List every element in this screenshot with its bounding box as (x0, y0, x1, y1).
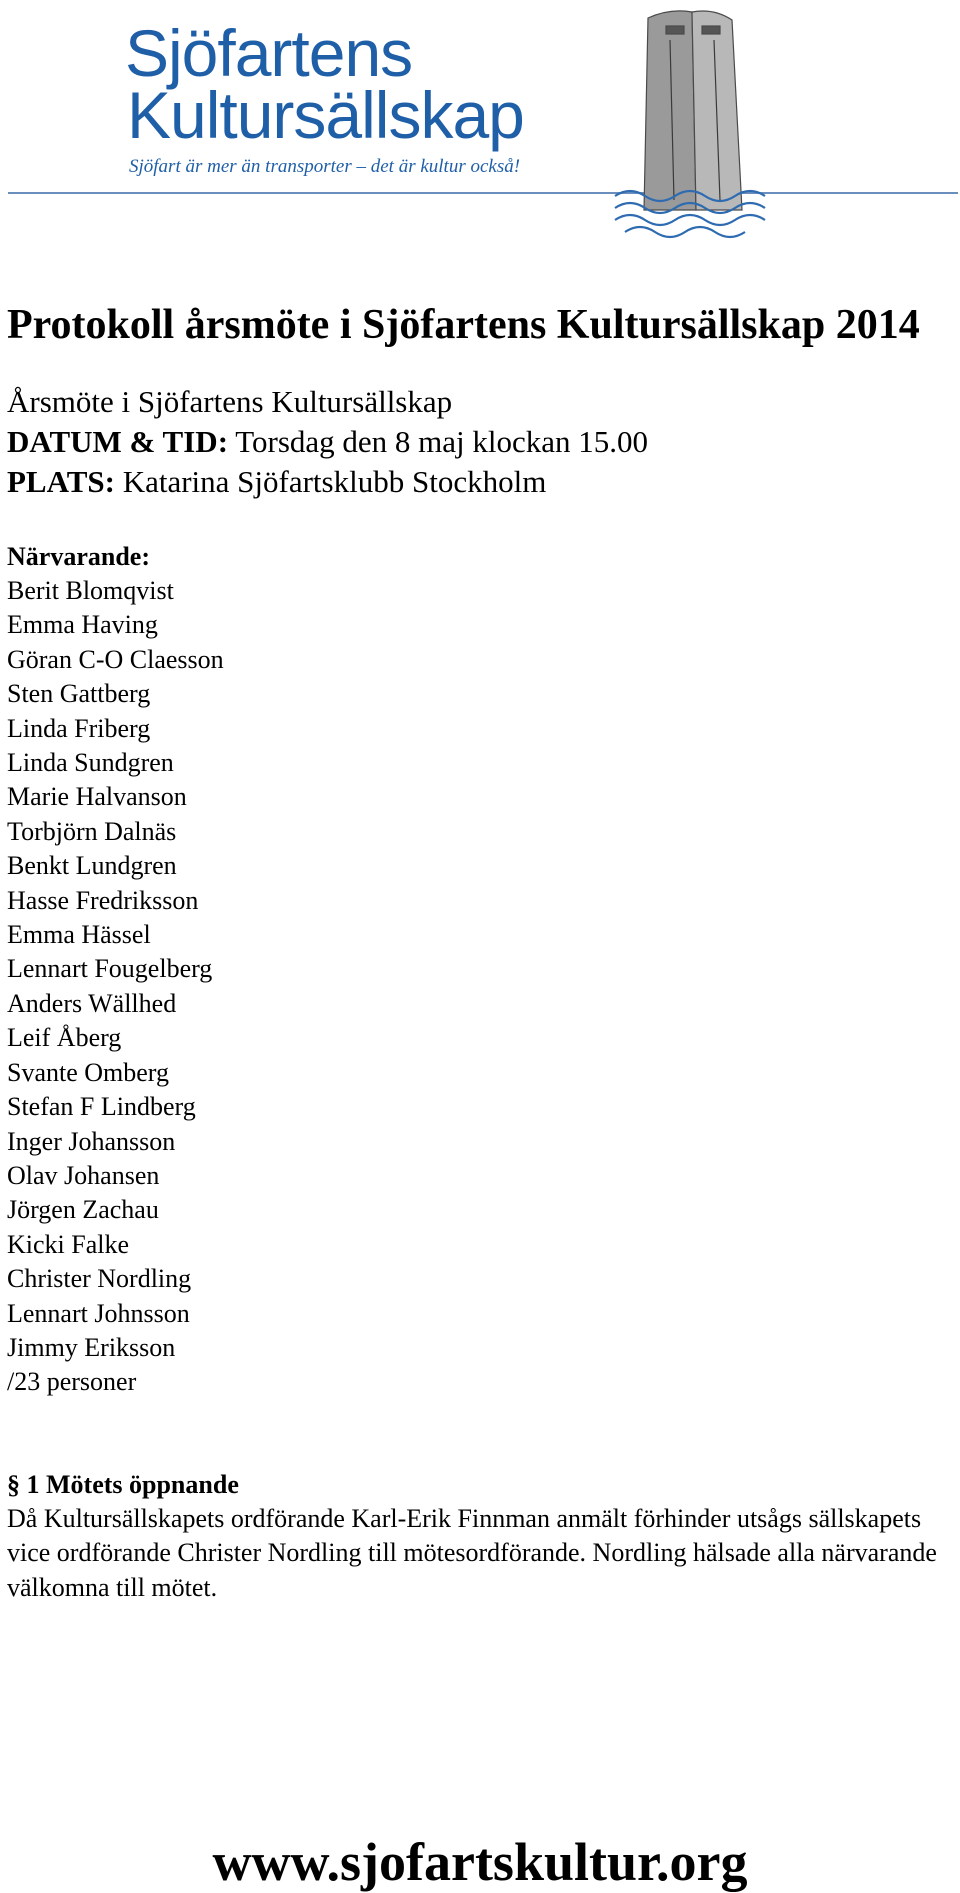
attendee: Sten Gattberg (7, 679, 151, 709)
attendee: Lennart Johnsson (7, 1298, 190, 1328)
attendee: Lennart Fougelberg (7, 954, 213, 984)
attendee: Hasse Fredriksson (7, 885, 199, 915)
attendee: Emma Having (7, 610, 158, 640)
place-value: Katarina Sjöfartsklubb Stockholm (122, 464, 547, 499)
attendee: Leif Åberg (7, 1023, 122, 1053)
date-label: DATUM & TID: (7, 424, 229, 459)
logo-line1: Sjöfartens (125, 16, 413, 90)
attendee: Kicki Falke (7, 1229, 130, 1259)
section-1-heading: § 1 Mötets öppnande (7, 1469, 239, 1499)
attendee: Berit Blomqvist (7, 576, 174, 605)
attendee: Stefan F Lindberg (7, 1092, 196, 1122)
section-1-text: Då Kultursällskapets ordförande Karl-Erik Finnman anmält förhinder utsågs sällskapets vice ordförande Christer Nordling till mötesordförande. Nordling hälsade alla närvarande välkomna till mötet. (7, 1503, 937, 1602)
header (0, 0, 960, 250)
attendee-count: /23 personer (7, 1367, 137, 1397)
attendee: Marie Halvanson (7, 782, 187, 812)
attendee: Linda Sundgren (7, 748, 174, 778)
meeting-date (7, 422, 952, 462)
attendee: Emma Hässel (7, 920, 151, 950)
attendee: Torbjörn Dalnäs (7, 816, 177, 846)
bollard-emblem-icon (610, 0, 775, 240)
attendee: Inger Johansson (7, 1126, 176, 1156)
header-divider (8, 192, 958, 194)
attendee: Linda Friberg (7, 713, 151, 743)
attendee-list (7, 574, 952, 1365)
meeting-place (7, 462, 952, 502)
place-label: PLATS: (7, 464, 115, 499)
logo-line2: Kultursällskap (127, 78, 524, 152)
attendees-heading: Närvarande: (7, 542, 150, 571)
attendee: Olav Johansen (7, 1160, 160, 1190)
attendee: Jörgen Zachau (7, 1195, 159, 1225)
date-value: Torsdag den 8 maj klockan 15.00 (235, 424, 649, 459)
attendee: Jimmy Eriksson (7, 1332, 176, 1362)
section-1 (7, 1468, 952, 1606)
logo-tagline: Sjöfart är mer än transporter – det är kultur också! (129, 156, 521, 177)
attendee: Anders Wällhed (7, 988, 177, 1018)
attendee: Göran C-O Claesson (7, 644, 224, 674)
meeting-info (7, 382, 952, 502)
logo (125, 16, 524, 178)
attendee: Svante Omberg (7, 1057, 169, 1087)
attendee: Benkt Lundgren (7, 851, 177, 881)
footer-url: www.sjofartskultur.org (212, 1832, 748, 1892)
meeting-name: Årsmöte i Sjöfartens Kultursällskap (7, 384, 453, 419)
attendee: Christer Nordling (7, 1264, 192, 1294)
document-title: Protokoll årsmöte i Sjöfartens Kultursällskap 2014 (7, 302, 920, 348)
document-body (7, 300, 952, 1605)
